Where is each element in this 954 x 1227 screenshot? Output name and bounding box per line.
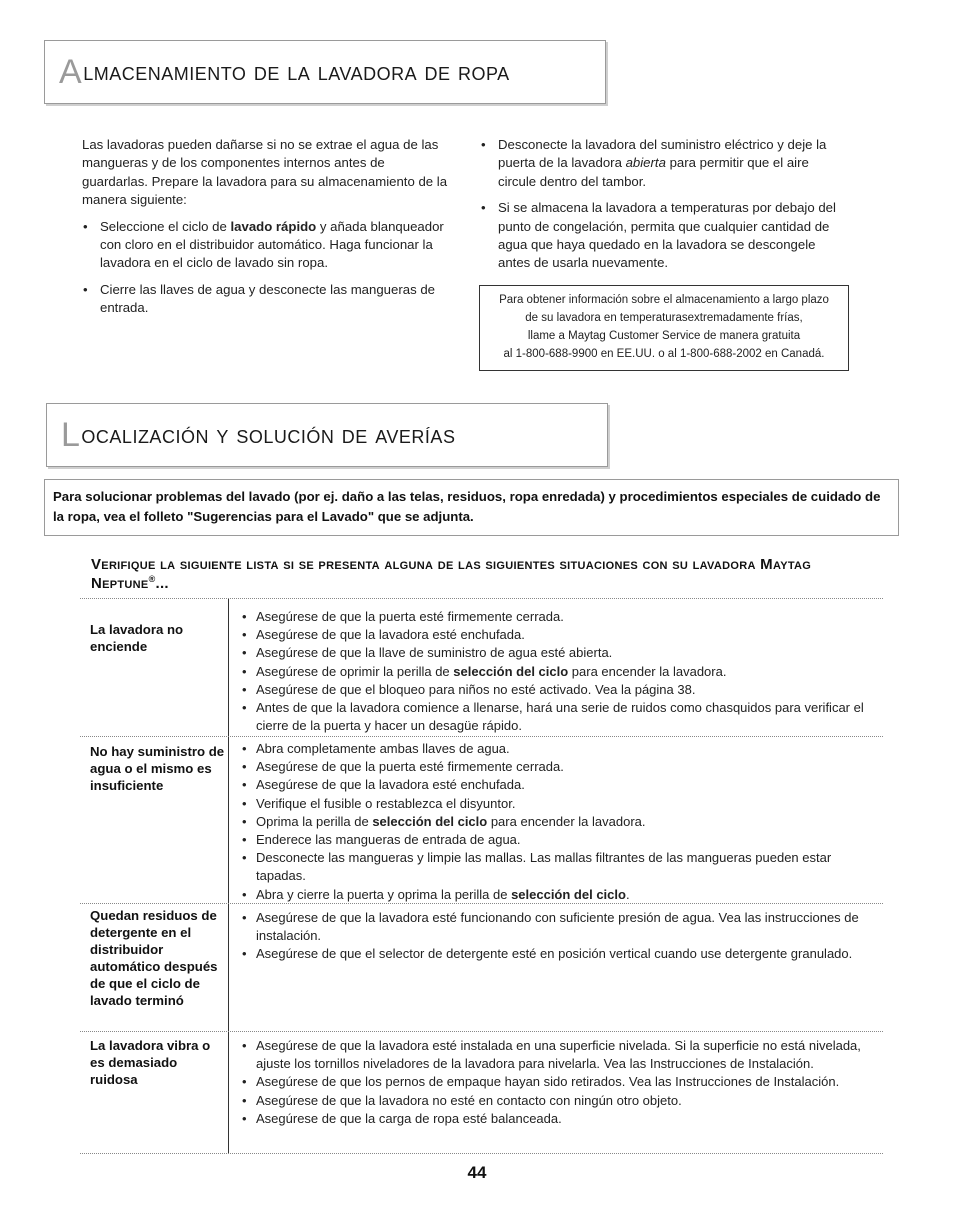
troubleshooting-section-title [46, 403, 608, 467]
bullet-text: y añada blanqueador con cloro en el distribuidor automático. Haga funcionar la lavadora en el ciclo de lavado sin ropa. [100, 218, 444, 271]
storage-bullet [480, 199, 850, 273]
checklist-heading [91, 555, 881, 593]
storage-right-column [480, 136, 850, 281]
bullet-text: para permitir que el aire circule dentro del tambor. [498, 155, 809, 189]
bullet-text: Cierre las llaves de agua y desconecte las mangueras de entrada. [100, 281, 436, 316]
check-list [240, 608, 880, 735]
check-item: • Verifique el fusible o restablezca el disyuntor. [240, 795, 880, 813]
problem-label: La lavadora no enciende [90, 622, 184, 654]
check-item: • Asegúrese de que la lavadora esté enchufada. [240, 776, 880, 794]
storage-right-bullets [480, 136, 850, 273]
column-divider [228, 737, 229, 903]
check-item: • Desconecte las mangueras y limpie las mallas. Las mallas filtrantes de las mangueras pueden estar tapadas. [240, 849, 880, 885]
bullet-text: Seleccione el ciclo de [100, 218, 231, 234]
storage-left-column [82, 136, 452, 326]
check-text: Abra y cierre la puerta y oprima la perilla de [256, 886, 512, 902]
problem-label: No hay suministro de agua o el mismo es insuficiente [90, 744, 225, 793]
storage-bullet [480, 136, 850, 191]
washing-tips-notice: Para solucionar problemas del lavado (por ej. daño a las telas, residuos, ropa enredada) y procedimientos especiales de cuidado de la ropa, vea el folleto "Sugerencias para el Lavado" que se adjunta. [44, 479, 899, 536]
check-text: Asegúrese de oprimir la perilla de [256, 663, 454, 679]
info-line: Para obtener información sobre el almacenamiento a largo plazo [499, 294, 829, 306]
storage-intro: Las lavadoras pueden dañarse si no se extrae el agua de las mangueras y de los componentes internos antes de guardarlas. Prepare la lavadora para su almacenamiento de la manera siguiente: [82, 137, 448, 208]
bullet-italic-text: abierta [625, 155, 666, 171]
check-item: • Asegúrese de que la llave de suministro de agua esté abierta. [240, 644, 880, 662]
page-number: 44 [467, 1163, 487, 1182]
check-item: • Abra completamente ambas llaves de agua. [240, 740, 880, 758]
check-text: para encender la lavadora. [487, 813, 646, 829]
check-list [240, 909, 880, 964]
table-row [80, 598, 883, 736]
check-list [240, 740, 880, 904]
table-row [80, 736, 883, 903]
check-text: Oprima la perilla de [256, 813, 373, 829]
check-item [240, 813, 880, 831]
storage-bullet [82, 281, 452, 318]
registered-mark: ® [148, 574, 156, 584]
check-item: • Asegúrese de que la lavadora esté instalada en una superficie nivelada. Si la superficie no está nivelada, ajuste los tornillos niveladores de la lavadora para nivelarla. Vea las Instrucciones de Instalación. [240, 1037, 880, 1073]
check-item: • Asegúrese de que la carga de ropa esté balanceada. [240, 1110, 880, 1128]
check-item: • Asegúrese de que la puerta esté firmemente cerrada. [240, 758, 880, 776]
check-item: • Asegúrese de que el bloqueo para niños no esté activado. Vea la página 38. [240, 681, 880, 699]
storage-left-bullets [82, 218, 452, 318]
storage-bullet [82, 218, 452, 273]
column-divider [228, 1032, 229, 1153]
check-item: • Asegúrese de que el selector de detergente esté en posición vertical cuando use detergente granulado. [240, 945, 880, 963]
check-bold-text: selección del ciclo [511, 886, 626, 902]
storage-title-text: lmacenamiento de la lavadora de ropa [83, 57, 510, 86]
problem-label: Quedan residuos de detergente en el distribuidor automático después de que el ciclo de lavado terminó [90, 908, 218, 1008]
customer-service-info-box [479, 285, 849, 371]
bullet-text: Si se almacena la lavadora a temperaturas por debajo del punto de congelación, permita que cualquier cantidad de agua que haya quedado en la lavadora se descongele antes de usarla nuevamente. [498, 200, 836, 271]
column-divider [228, 599, 229, 736]
checklist-heading-text: Verifique la siguiente lista si se presenta alguna de las siguientes situaciones con su lavadora Maytag Neptune [91, 556, 812, 592]
check-item [240, 886, 880, 904]
check-item: • Antes de que la lavadora comience a llenarse, hará una serie de ruidos como chasquidos para verificar el cierre de la puerta y hacer un desagüe rápido. [240, 699, 880, 735]
check-bold-text: selección del ciclo [453, 663, 569, 679]
check-item: • Asegúrese de que la lavadora no esté en contacto con ningún otro objeto. [240, 1092, 880, 1110]
check-text: para encender la lavadora. [568, 663, 727, 679]
storage-section-title [44, 40, 606, 104]
check-bold-text: selección del ciclo [372, 813, 488, 829]
table-row [80, 903, 883, 1031]
table-row [80, 1031, 883, 1154]
bullet-bold-text: lavado rápido [230, 218, 317, 234]
info-line: de su lavadora en temperaturasextremadamente frías, [525, 312, 803, 324]
check-item: • Asegúrese de que la lavadora esté enchufada. [240, 626, 880, 644]
problem-label: La lavadora vibra o es demasiado ruidosa [90, 1038, 211, 1087]
info-line: llame a Maytag Customer Service de manera gratuita [527, 330, 801, 342]
trouble-title-text: ocalización y solución de averías [81, 420, 456, 449]
check-item [240, 663, 880, 681]
check-text: . [625, 886, 630, 902]
storage-title-initial: A [59, 52, 83, 91]
column-divider [228, 904, 229, 1031]
check-list [240, 1037, 880, 1128]
checklist-heading-ellipsis: ... [155, 575, 169, 592]
check-item: • Asegúrese de que la puerta esté firmemente cerrada. [240, 608, 880, 626]
trouble-title-initial: L [61, 415, 81, 454]
bullet-text: Desconecte la lavadora del suministro eléctrico y deje la puerta de la lavadora [498, 137, 827, 171]
check-item: • Asegúrese de que la lavadora esté funcionando con suficiente presión de agua. Vea las instrucciones de instalación. [240, 909, 880, 945]
check-item: • Asegúrese de que los pernos de empaque hayan sido retirados. Vea las Instrucciones de Instalación. [240, 1073, 880, 1091]
info-line: al 1-800-688-9900 en EE.UU. o al 1-800-688-2002 en Canadá. [503, 348, 825, 360]
check-item: • Enderece las mangueras de entrada de agua. [240, 831, 880, 849]
